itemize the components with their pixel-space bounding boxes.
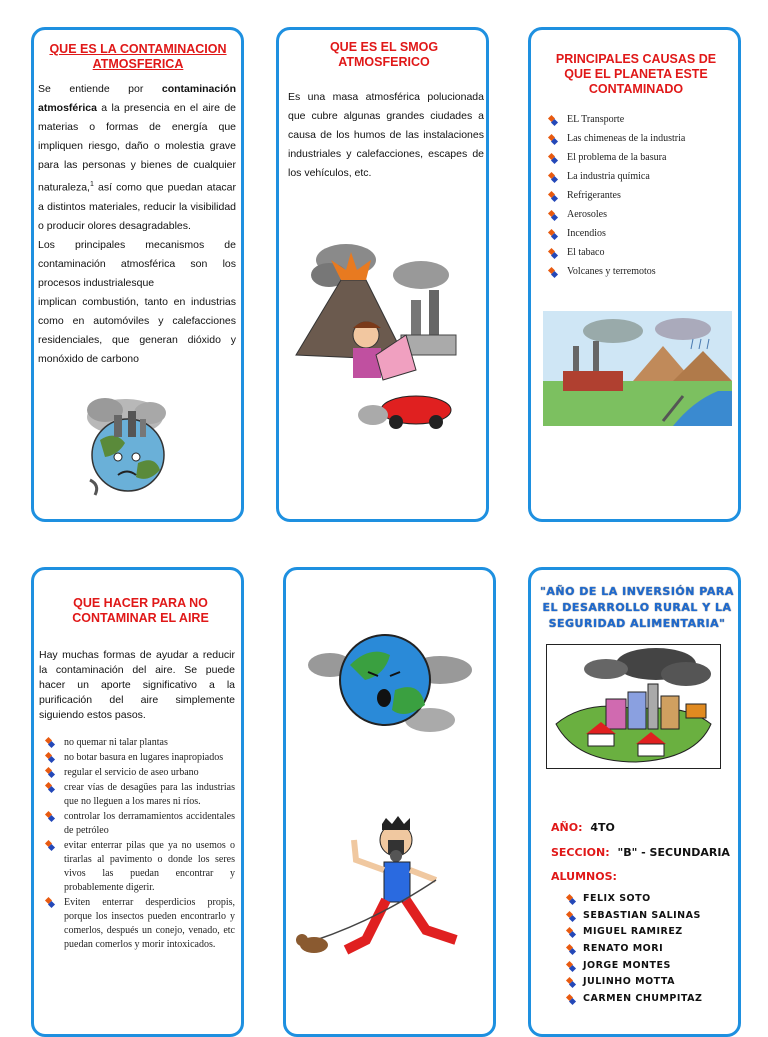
list-item: evitar enterrar pilas que ya no usemos o tirarlas al pavimento o donde los seres vivos las puedan encontrar y probablemente digerir. (44, 839, 235, 895)
bullet-icon (567, 978, 575, 986)
panel-title: PRINCIPALES CAUSAS DE QUE EL PLANETA ESTE CONTAMINADO (555, 52, 717, 96)
text: Se entiende por (38, 83, 162, 95)
year-label: AÑO: (551, 821, 583, 834)
year-value: 4TO (590, 821, 615, 834)
bullet-icon (549, 249, 557, 257)
panel-title: QUE HACER PARA NO CONTAMINAR EL AIRE (72, 596, 209, 625)
list-item: Volcanes y terremotos (547, 266, 737, 285)
text: Los principales mecanismos de contaminación atmosférica son los procesos industrialesque (38, 238, 236, 289)
smog-scene-illustration (291, 240, 471, 440)
text: implican combustión, tanto en industrias como en automóviles y calefacciones residenciales, que generan dióxido y monóxido de carbono (38, 295, 236, 365)
panel-title: QUE ES LA CONTAMINACION ATMOSFERICA (49, 42, 227, 71)
students-label: ALUMNOS: (551, 870, 617, 883)
list-item: Incendios (547, 228, 737, 247)
list-item: regular el servicio de aseo urbano (44, 766, 235, 780)
coughing-earth-illustration (300, 610, 480, 760)
student-item: FELIX SOTO (565, 893, 702, 910)
panel-contaminacion (31, 27, 244, 522)
causes-list (547, 114, 737, 285)
panel-causas (528, 27, 741, 522)
bullet-icon (567, 962, 575, 970)
bullet-icon (549, 135, 557, 143)
bullet-icon (549, 230, 557, 238)
bullet-icon (549, 211, 557, 219)
list-item: crear vías de desagües para las industrias que no lleguen a los mares ni ríos. (44, 781, 235, 809)
list-item: Aerosoles (547, 209, 737, 228)
panel-illustrations (283, 567, 496, 1037)
bold-term: contaminación atmosférica (38, 83, 236, 114)
bullet-icon (549, 116, 557, 124)
bullet-icon (567, 895, 575, 903)
student-item: MIGUEL RAMIREZ (565, 926, 702, 943)
bullet-icon (46, 753, 54, 761)
panel-que-hacer (31, 567, 244, 1037)
list-item: El tabaco (547, 247, 737, 266)
students-list (565, 893, 702, 1010)
list-item: no quemar ni talar plantas (44, 736, 235, 750)
bullet-icon (46, 783, 54, 791)
list-item: La industria química (547, 171, 737, 190)
panel-cover (528, 567, 741, 1037)
gas-mask-man-illustration (286, 800, 496, 980)
bullet-icon (46, 841, 54, 849)
section-label: SECCION: (551, 846, 610, 859)
student-item: CARMEN CHUMPITAZ (565, 993, 702, 1010)
bullet-icon (46, 898, 54, 906)
sick-earth-illustration (70, 385, 185, 505)
text: a la presencia en el aire de materias o formas de energía que impliquen riesgo, daño o molestia grave para las personas y bienes de cualquier naturaleza, (38, 102, 236, 194)
year-row (551, 821, 615, 834)
list-item: EL Transporte (547, 114, 737, 133)
student-item: SEBASTIAN SALINAS (565, 910, 702, 927)
list-item: controlar los derramamientos accidentales de petróleo (44, 810, 235, 838)
slogan: "AÑO DE LA INVERSIÓN PARA EL DESARROLLO RURAL Y LA SEGURIDAD ALIMENTARIA" (540, 585, 734, 630)
list-item: no botar basura en lugares inapropiados (44, 751, 235, 765)
bullet-icon (549, 173, 557, 181)
definition-paragraph (38, 80, 236, 369)
section-row (551, 846, 730, 859)
intro-paragraph: Hay muchas formas de ayudar a reducir la contaminación del aire. Se puede hacer un aporte significativo a la purificación del aire simplemente siguiendo estos pasos. (39, 649, 235, 721)
acid-rain-illustration (543, 311, 732, 426)
bullet-icon (567, 945, 575, 953)
list-item: Refrigerantes (547, 190, 737, 209)
bullet-icon (567, 928, 575, 936)
polluted-city-illustration (546, 644, 721, 769)
list-item: El problema de la basura (547, 152, 737, 171)
bullet-icon (567, 912, 575, 920)
smog-paragraph: Es una masa atmosférica polucionada que cubre algunas grandes ciudades a causa de los humos de las instalaciones industriales y calefacciones, escapes de los vehículos, etc. (288, 91, 484, 179)
list-item: Las chimeneas de la industria (547, 133, 737, 152)
bullet-icon (46, 768, 54, 776)
section-value: "B" - SECUNDARIA (617, 846, 730, 859)
student-item: JORGE MONTES (565, 960, 702, 977)
panel-title: QUE ES EL SMOG ATMOSFERICO (329, 40, 439, 69)
list-item: Eviten enterrar desperdicios propis, porque los insectos pueden encontrarlo y comerlos, después un conejo, venado, etc puedan comerlos y morir intoxicados. (44, 896, 235, 952)
bullet-icon (46, 738, 54, 746)
bullet-icon (567, 995, 575, 1003)
footnote-marker: 1 (89, 181, 94, 188)
bullet-icon (46, 812, 54, 820)
panel-smog (276, 27, 489, 522)
bullet-icon (549, 268, 557, 276)
text: así como que puedan atacar a distintos materiales, reducir la visibilidad o producir olores desagradables. (38, 181, 236, 232)
student-item: JULINHO MOTTA (565, 976, 702, 993)
student-item: RENATO MORI (565, 943, 702, 960)
steps-list (44, 736, 235, 953)
bullet-icon (549, 154, 557, 162)
bullet-icon (549, 192, 557, 200)
